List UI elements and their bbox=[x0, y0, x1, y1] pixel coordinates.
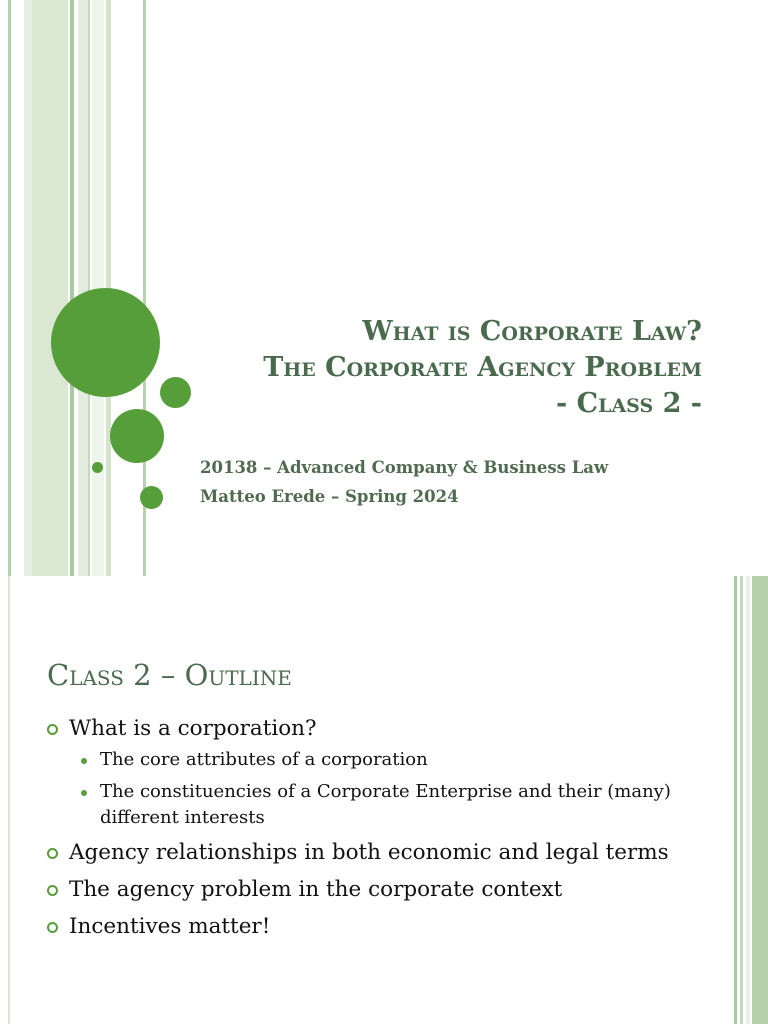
medium-circle-decoration bbox=[110, 409, 164, 463]
decorative-stripe bbox=[8, 0, 11, 576]
decorative-stripe bbox=[32, 0, 68, 576]
decorative-stripe bbox=[24, 0, 32, 576]
sub-item bbox=[69, 779, 686, 831]
decorative-stripe bbox=[88, 0, 90, 576]
sub-item bbox=[69, 747, 686, 773]
decorative-stripe bbox=[70, 0, 74, 576]
dot-bullet-icon bbox=[81, 790, 87, 796]
small-circle-decoration bbox=[160, 377, 191, 408]
small-circle-decoration bbox=[140, 486, 163, 509]
slide-subtitle bbox=[200, 453, 608, 511]
ring-bullet-icon bbox=[47, 848, 58, 859]
slide-title: Class 2 – Outline bbox=[47, 658, 292, 692]
slide-title bbox=[263, 314, 702, 422]
decorative-stripe bbox=[746, 576, 750, 1024]
author-line: Matteo Erede – Spring 2024 bbox=[200, 487, 459, 506]
ring-bullet-icon bbox=[47, 885, 58, 896]
title-line: The Corporate Agency Problem bbox=[263, 352, 702, 383]
outline-item-text: The agency problem in the corporate context bbox=[69, 877, 563, 902]
outline-item-text: What is a corporation? bbox=[69, 716, 317, 741]
outline-item bbox=[46, 912, 686, 942]
title-line: What is Corporate Law? bbox=[362, 316, 702, 347]
outline-item bbox=[46, 838, 686, 868]
outline-slide bbox=[0, 576, 768, 1024]
sub-item-text: The core attributes of a corporation bbox=[100, 749, 428, 770]
large-circle-decoration bbox=[51, 288, 160, 397]
decorative-stripe bbox=[78, 0, 88, 576]
decorative-stripe bbox=[740, 576, 743, 1024]
outline-item-text: Incentives matter! bbox=[69, 914, 271, 939]
decorative-stripe bbox=[734, 576, 737, 1024]
outline-item bbox=[46, 875, 686, 905]
title-line: - Class 2 - bbox=[555, 388, 702, 419]
outline-list bbox=[46, 714, 686, 949]
course-line: 20138 – Advanced Company & Business Law bbox=[200, 458, 609, 477]
decorative-stripe bbox=[8, 576, 10, 1024]
tiny-circle-decoration bbox=[92, 462, 103, 473]
sub-list bbox=[69, 747, 686, 831]
decorative-stripe bbox=[752, 576, 768, 1024]
ring-bullet-icon bbox=[47, 922, 58, 933]
outline-item-text: Agency relationships in both economic and legal terms bbox=[69, 840, 669, 865]
outline-item bbox=[46, 714, 686, 831]
sub-item-text: The constituencies of a Corporate Enterprise and their (many) different interests bbox=[100, 781, 671, 828]
ring-bullet-icon bbox=[47, 724, 58, 735]
dot-bullet-icon bbox=[81, 758, 87, 764]
